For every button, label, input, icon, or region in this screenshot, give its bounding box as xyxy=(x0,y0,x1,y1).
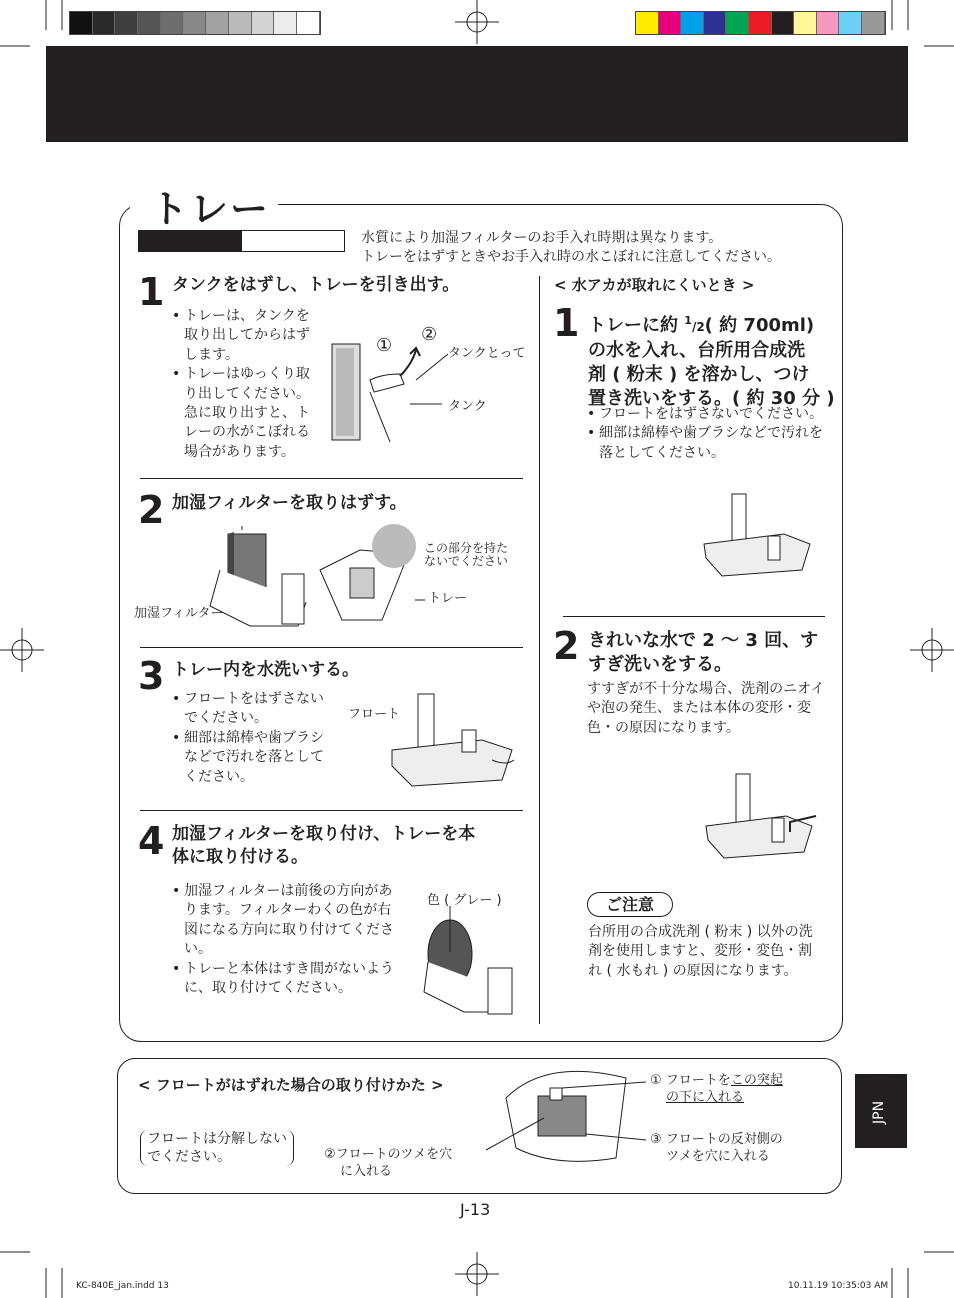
bullet-item: • フロートをはずさないでください。 xyxy=(587,405,825,424)
float-step-1: ① フロートをこの突起 の下に入れる xyxy=(650,1073,783,1105)
step-heading: タンクをはずし、トレーを引き出す。 xyxy=(172,275,460,295)
page-number: J-13 xyxy=(460,1200,491,1219)
step-number: 1 xyxy=(138,270,165,314)
intro-note: 水質により加湿フィルターのお手入れ時期は異なります。 トレーをはずすときやお手入れ時の水こぼれに注意してください。 xyxy=(361,230,781,265)
bullet-item: • トレーは、タンクを取り出してからはずします。 xyxy=(172,307,317,365)
step-number: 4 xyxy=(138,819,165,863)
tray-wash-illustration xyxy=(382,690,522,790)
frequency-indicator xyxy=(138,230,345,252)
footer-timestamp: 10.11.19 10:35:03 AM xyxy=(788,1281,889,1291)
rinse-illustration xyxy=(702,772,822,862)
step-heading: 加湿フィルターを取り付け、トレーを本 体に取り付ける。 xyxy=(172,824,476,867)
registration-target-top xyxy=(455,0,499,44)
tray-label: トレー xyxy=(428,591,468,606)
bullet-item: • トレーと本体はすき間がないように、取り付けてください。 xyxy=(172,960,400,999)
header-banner xyxy=(46,46,908,142)
step-bullets xyxy=(172,690,332,787)
bullet-item: • フロートをはずさないでください。 xyxy=(172,690,332,729)
do-not-disassemble-note: フロートは分解しない でください。 xyxy=(140,1130,294,1166)
step-number: 2 xyxy=(138,488,165,532)
registration-target-left xyxy=(0,628,44,672)
bullet-item: • 細部は綿棒や歯ブラシなどで汚れを落としてください。 xyxy=(172,729,332,787)
soak-illustration xyxy=(702,492,812,582)
step-heading: トレーに約 $^1$/2( 約 700ml) の水を入れ、台所用合成洗 剤 ( 粉末 ) を溶かし、つけ 置き洗いをする。( 約 30 分 ) xyxy=(588,314,835,409)
caution-badge: ご注意 xyxy=(587,892,673,917)
float-attach-illustration xyxy=(496,1068,636,1168)
float-label: フロート xyxy=(348,707,401,722)
color-label: 色 ( グレー ) xyxy=(427,893,502,908)
bullet-item: • トレーはゆっくり取り出してください。急に取り出すと、トレーの水がこぼれる場合があります。 xyxy=(172,365,317,462)
bullet-item: • 細部は綿棒や歯ブラシなどで汚れを落としてください。 xyxy=(587,424,825,463)
step-bullets xyxy=(172,307,317,462)
warning-label: この部分を持た ないでください xyxy=(424,541,509,568)
filter-label: 加湿フィルター xyxy=(134,606,224,621)
right-subtitle: < 水アカが取れにくいとき > xyxy=(554,276,755,294)
tank-removal-illustration xyxy=(330,340,460,440)
float-step-2: ②フロートのツメを穴 に入れる xyxy=(324,1147,453,1179)
registration-target-right xyxy=(910,628,954,672)
step-heading: きれいな水で 2 〜 3 回、す すぎ洗いをする。 xyxy=(588,630,819,675)
rinse-note: すすぎが不十分な場合、洗剤のニオイや泡の発生、または本体の変形・変色・の原因になります。 xyxy=(587,681,825,736)
column-divider xyxy=(539,276,540,1024)
step-number: 3 xyxy=(138,654,165,698)
section-title: トレー xyxy=(150,187,271,231)
tank-handle-label: タンクとって xyxy=(448,346,526,361)
tank-label: タンク xyxy=(448,399,487,414)
bullet-item: • 加湿フィルターは前後の方向があります。フィルターわくの色が右図になる方向に取り付けてください。 xyxy=(172,882,400,960)
step-heading: 加湿フィルターを取りはずす。 xyxy=(172,493,407,513)
step-heading: トレー内を水洗いする。 xyxy=(172,660,359,680)
float-reattach-title: < フロートがはずれた場合の取り付けかた > xyxy=(138,1076,444,1094)
step-number: 2 xyxy=(553,624,580,668)
step-bullets xyxy=(587,405,825,463)
filter-install-illustration xyxy=(414,912,524,1022)
language-tab: JPN xyxy=(855,1074,907,1148)
footer-file-info: KC-840E_jan.indd 13 xyxy=(76,1281,169,1291)
step-bullets xyxy=(172,882,400,998)
float-step-3: ③ フロートの反対側の ツメを穴に入れる xyxy=(650,1132,783,1164)
registration-target-bottom xyxy=(455,1252,499,1296)
step-number: 1 xyxy=(553,301,580,345)
caution-text: 台所用の合成洗剤 ( 粉末 ) 以外の洗剤を使用しますと、変形・変色・割れ ( 水もれ ) の原因になります。 xyxy=(588,924,813,979)
